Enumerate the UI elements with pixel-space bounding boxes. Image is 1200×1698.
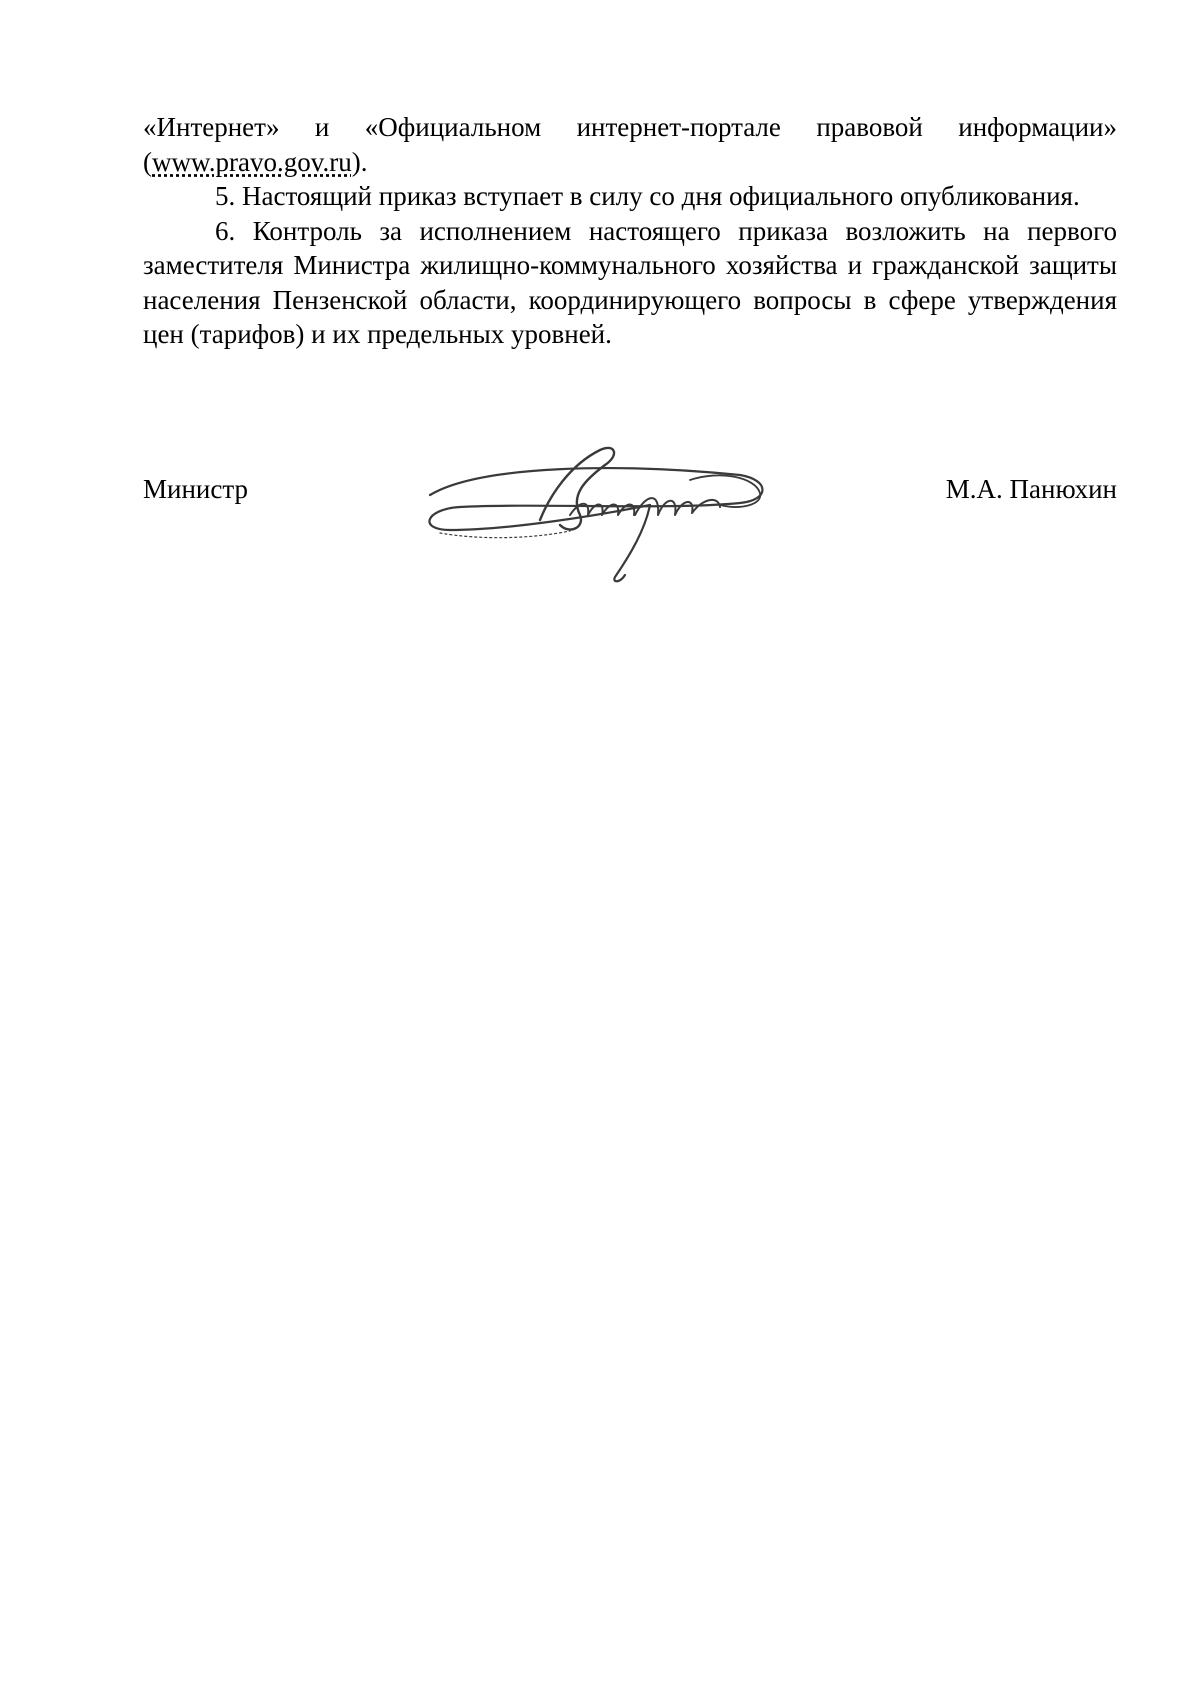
pravo-gov-link[interactable]: www.pravo.gov.ru xyxy=(152,146,352,177)
paragraph-5: 5. Настоящий приказ вступает в силу со дня официального опубликования. xyxy=(215,181,1080,211)
signatory-position: Министр xyxy=(143,474,248,504)
document-body xyxy=(143,110,1117,352)
handwritten-signature xyxy=(420,435,780,585)
signatory-name: М.А. Панюхин xyxy=(945,474,1117,504)
paragraph-6: 6. Контроль за исполнением настоящего приказа возложить на первого заместителя Министра жилищно-коммунального хозяйства и гражданской защиты населения Пензенской области, координирующего вопросы в сфере утверждения цен (тарифов) и их предельных уровней. xyxy=(143,215,1117,349)
paragraph-publication-text: «Интернет» и «Официальном интернет-портале правовой информации» ( xyxy=(143,112,1117,177)
paragraph-publication xyxy=(143,110,1117,179)
paragraph-publication-suffix: ). xyxy=(351,146,368,177)
